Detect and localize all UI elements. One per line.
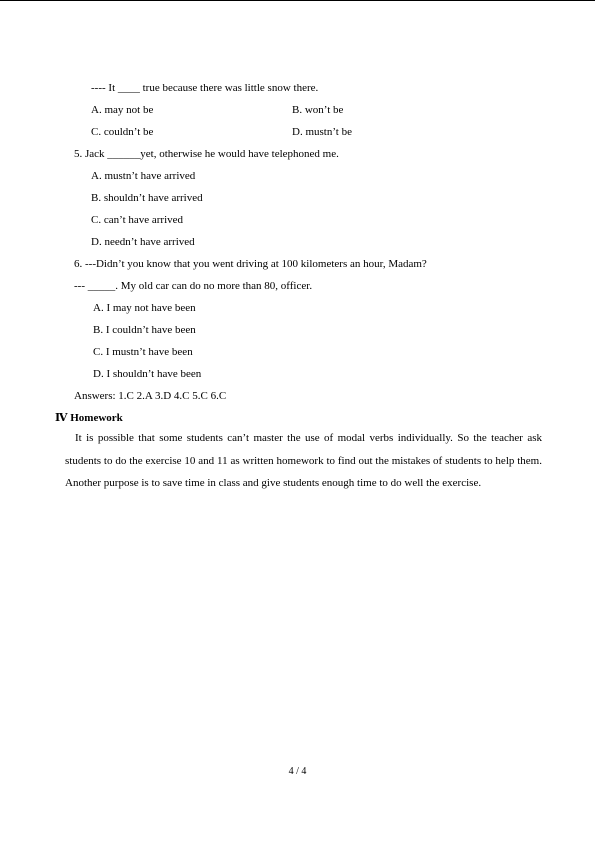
- q5-question: 5. Jack ______yet, otherwise he would have telephoned me.: [74, 148, 339, 160]
- section-numeral: Ⅳ: [55, 412, 68, 424]
- section-heading: [55, 411, 123, 425]
- q6-option-d: D. I shouldn’t have been: [93, 368, 202, 380]
- homework-text: It is possible that some students can’t master the use of modal verbs individually. So the teacher ask students to do the exercise 10 and 11 as written homework to find out the mistakes of students to help them. Another purpose is to save time in class and give students enough time to do well the exercise.: [65, 432, 542, 489]
- q5-option-b: B. shouldn’t have arrived: [91, 192, 203, 204]
- q4-option-a: A. may not be: [91, 104, 154, 116]
- q6-option-a: A. I may not have been: [93, 302, 196, 314]
- homework-paragraph: [65, 427, 542, 495]
- q5-option-a: A. mustn’t have arrived: [91, 170, 196, 182]
- q6-response-line: --- _____. My old car can do no more than 80, officer.: [74, 280, 313, 292]
- q5-option-c: C. can’t have arrived: [91, 214, 184, 226]
- top-rule: [0, 0, 595, 1]
- q5-option-d: D. needn’t have arrived: [91, 236, 195, 248]
- q4-option-d: D. mustn’t be: [292, 126, 352, 138]
- q6-option-b: B. I couldn’t have been: [93, 324, 196, 336]
- q6-option-c: C. I mustn’t have been: [93, 346, 193, 358]
- q4-option-b: B. won’t be: [292, 104, 344, 116]
- page-number: 4 / 4: [288, 766, 307, 777]
- q4-option-c: C. couldn’t be: [91, 126, 154, 138]
- answers-line: Answers: 1.C 2.A 3.D 4.C 5.C 6.C: [74, 390, 227, 402]
- q4-response-line: ---- It ____ true because there was little snow there.: [91, 82, 319, 94]
- q6-question: 6. ---Didn’t you know that you went driving at 100 kilometers an hour, Madam?: [74, 258, 427, 270]
- section-title: Homework: [70, 412, 123, 424]
